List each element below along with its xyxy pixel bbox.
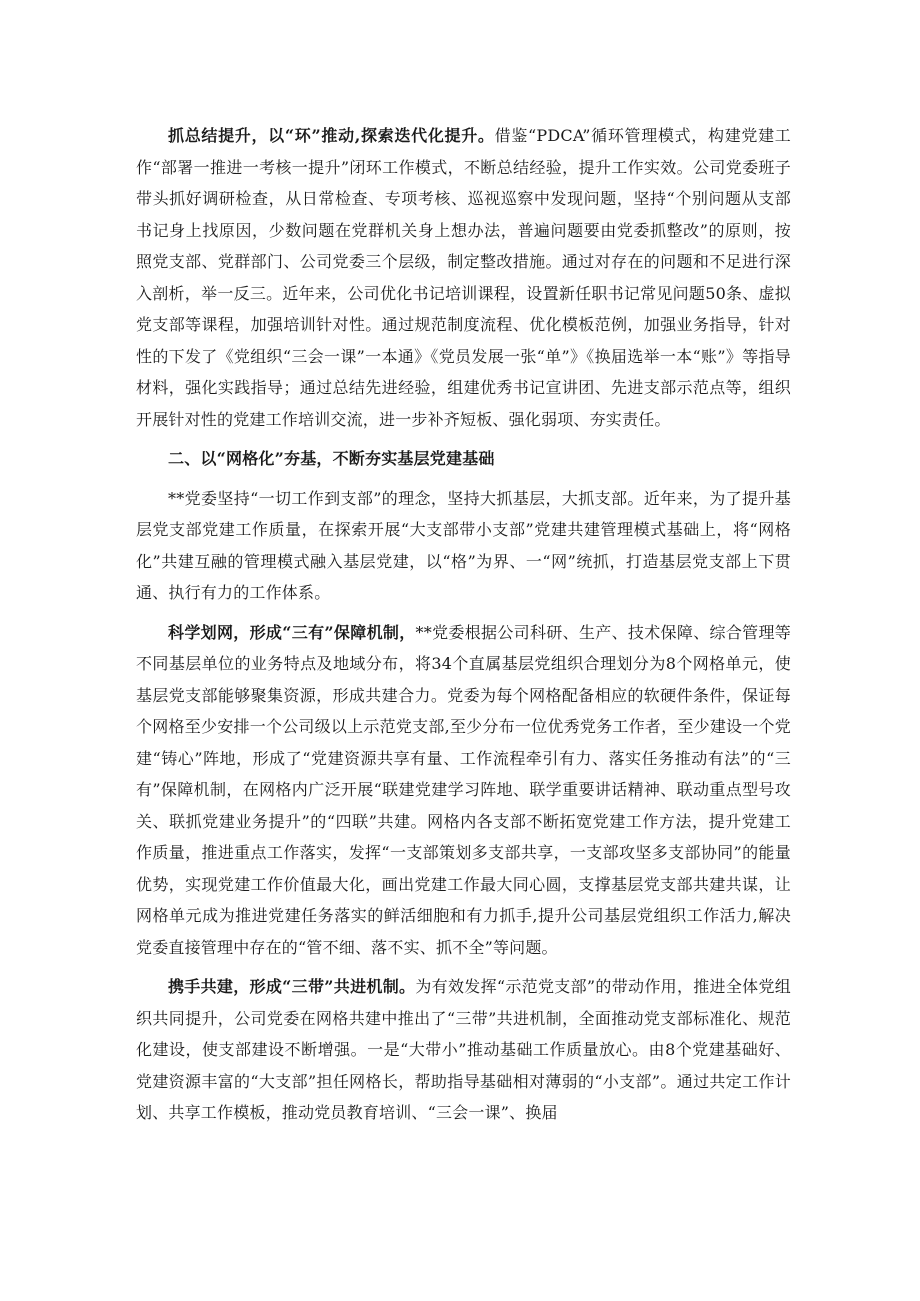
paragraph-lead: 科学划网，形成“三有”保障机制， bbox=[168, 622, 416, 642]
paragraph-text: 为有效发挥“示范党支部”的带动作用，推进全体党组织共同提升，公司党委在网格共建中推出了“三带”共进机制，全面推动党支部标准化、规范化建设，使支部建设不断增强。一是“大带小”推动基础工作质量放心。由8个党建基础好、党建资源丰富的“大支部”担任网格长，帮助指导基础相对薄弱的“小支部”。通过共定工作计划、共享工作模板，推动党员教育培训、“三会一课”、换届 bbox=[136, 977, 791, 1122]
paragraph-joint-building bbox=[136, 971, 791, 1129]
paragraph-lead: 抓总结提升，以“环”推动,探索迭代化提升。 bbox=[168, 126, 495, 145]
document-body bbox=[136, 120, 791, 1137]
paragraph-summary-improvement bbox=[136, 120, 791, 435]
paragraph-scientific-grid bbox=[136, 617, 791, 964]
paragraph-lead: 携手共建，形成“三带”共进机制。 bbox=[168, 977, 416, 996]
section-heading: 二、以“网格化”夯基，不断夯实基层党建基础 bbox=[168, 449, 495, 468]
paragraph-grid-intro: **党委坚持“一切工作到支部”的理念，坚持大抓基层，大抓支部。近年来，为了提升基层党支部党建工作质量，在探索开展“大支部带小支部”党建共建管理模式基础上，将“网格化”共建互融的管理模式融入基层党建，以“格”为界、一“网”统抓，打造基层党支部上下贯通、执行有力的工作体系。 bbox=[136, 488, 791, 602]
paragraph-text: **党委根据公司科研、生产、技术保障、综合管理等不同基层单位的业务特点及地域分布，将34个直属基层党组织合理划分为8个网格单元，使基层党支部能够聚集资源，形成共建合力。党委为每个网格配备相应的软硬件条件，保证每个网格至少安排一个公司级以上示范党支部,至少分布一位优秀党务工作者，至少建设一个党建“铸心”阵地，形成了“党建资源共享有量、工作流程牵引有力、落实任务推动有法”的“三有”保障机制，在网格内广泛开展“联建党建学习阵地、联学重要讲话精神、联动重点型号攻关、联抓党建业务提升”的“四联”共建。网格内各支部不断拓宽党建工作方法，提升党建工作质量，推进重点工作落实，发挥“一支部策划多支部共享，一支部攻坚多支部协同”的能量优势，实现党建工作价值最大化，画出党建工作最大同心圆，支撑基层党支部共建共谋，让网格单元成为推进党建任务落实的鲜活细胞和有力抓手,提升公司基层党组织工作活力,解决党委直接管理中存在的“管不细、落不实、抓不全”等问题。 bbox=[136, 622, 791, 957]
paragraph-text: 借鉴“PDCA”循环管理模式，构建党建工作“部署一推进一考核一提升”闭环工作模式，不断总结经验，提升工作实效。公司党委班子带头抓好调研检查，从日常检查、专项考核、巡视巡察中发现问题，坚持“个别问题从支部书记身上找原因，少数问题在党群机关身上想办法，普遍问题要由党委抓整改”的原则，按照党支部、党群部门、公司党委三个层级，制定整改措施。通过对存在的问题和不足进行深入剖析，举一反三。近年来，公司优化书记培训课程，设置新任职书记常见问题50条、虚拟党支部等课程，加强培训针对性。通过规范制度流程、优化模板范例，加强业务指导，针对性的下发了《党组织“三会一课”一本通》《党员发展一张“单”》《换届选举一本“账”》等指导材料，强化实践指导；通过总结先进经验，组建优秀书记宣讲团、先进支部示范点等，组织开展针对性的党建工作培训交流，进一步补齐短板、强化弱项、夯实责任。 bbox=[136, 126, 791, 429]
